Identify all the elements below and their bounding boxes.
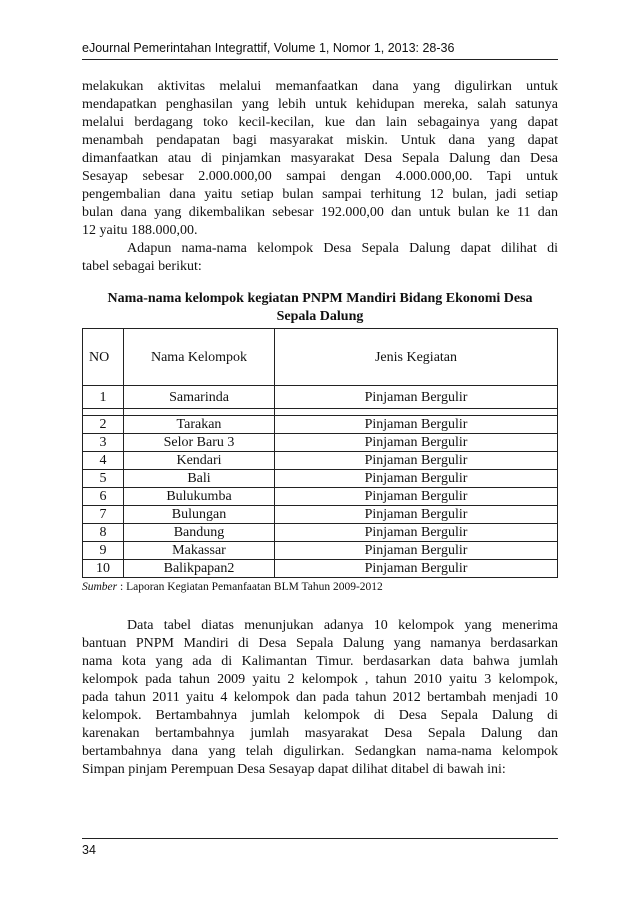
spacer-cell — [83, 409, 124, 416]
table-spacer-row — [83, 409, 558, 416]
cell-no: 9 — [83, 542, 124, 560]
cell-nama: Balikpapan2 — [124, 560, 275, 578]
spacer-cell — [275, 409, 558, 416]
cell-no: 2 — [83, 416, 124, 434]
cell-nama: Bulukumba — [124, 488, 275, 506]
cell-nama: Makassar — [124, 542, 275, 560]
cell-nama: Bandung — [124, 524, 275, 542]
paragraph-line: tabel sebagai berikut: — [82, 259, 202, 274]
table-header-row — [83, 329, 558, 386]
kelompok-table — [82, 328, 558, 578]
paragraph-line: menambah pendapatan bagi masyarakat miskin. Untuk dana yang dapat — [82, 133, 558, 148]
cell-no: 6 — [83, 488, 124, 506]
table-intro — [82, 240, 558, 276]
paragraph-line: melakukan aktivitas melalui memanfaatkan dana yang digulirkan untuk — [82, 79, 558, 94]
paragraph-line: mendapatkan penghasilan yang lebih untuk kehidupan mereka, salah satunya — [82, 97, 558, 112]
header-jenis-kegiatan: Jenis Kegiatan — [275, 329, 558, 386]
cell-jenis: Pinjaman Bergulir — [275, 452, 558, 470]
table-source-note — [82, 579, 558, 595]
cell-no: 7 — [83, 506, 124, 524]
table-row — [83, 416, 558, 434]
paragraph-line: Data tabel diatas menunjukan adanya 10 kelompok yang menerima — [127, 618, 558, 633]
source-label: Sumber — [82, 581, 118, 593]
cell-nama: Kendari — [124, 452, 275, 470]
cell-jenis: Pinjaman Bergulir — [275, 386, 558, 409]
cell-no: 8 — [83, 524, 124, 542]
header-no: NO — [83, 329, 124, 386]
paragraph-line: karenakan bertambahnya jumlah masyarakat Desa Sepala Dalung dan — [82, 726, 558, 741]
paragraph-line: dimanfaatkan atau di pinjamkan masyarakat Desa Sepala Dalung dan Desa — [82, 151, 558, 166]
table-row — [83, 542, 558, 560]
table-title-line: Sepala Dalung — [276, 309, 364, 324]
cell-no: 5 — [83, 470, 124, 488]
page-number: 34 — [82, 843, 96, 857]
table-row — [83, 386, 558, 409]
cell-no: 1 — [83, 386, 124, 409]
cell-nama: Tarakan — [124, 416, 275, 434]
cell-jenis: Pinjaman Bergulir — [275, 470, 558, 488]
header-nama-kelompok: Nama Kelompok — [124, 329, 275, 386]
cell-nama: Selor Baru 3 — [124, 434, 275, 452]
paragraph-line: bantuan PNPM Mandiri di Desa Sepala Dalung yang namanya berdasarkan — [82, 636, 558, 651]
paragraph-line: melalui berdagang toko kecil-kecilan, kue dan lain sebagainya yang dapat — [82, 115, 558, 130]
running-header: eJournal Pemerintahan Integrattif, Volume 1, Nomor 1, 2013: 28-36 — [82, 40, 558, 60]
spacer-cell — [124, 409, 275, 416]
cell-jenis: Pinjaman Bergulir — [275, 416, 558, 434]
paragraph-line: bulan dana yang dikembalikan sebesar 192.000,00 dan untuk bulan ke 11 dan — [82, 205, 558, 220]
paragraph-2 — [82, 617, 558, 779]
paragraph-line: nama kota yang ada di Kalimantan Timur. berdasarkan data bahwa jumlah — [82, 654, 558, 669]
table-title — [82, 290, 558, 326]
cell-no: 3 — [83, 434, 124, 452]
source-text: : Laporan Kegiatan Pemanfaatan BLM Tahun 2009-2012 — [117, 581, 383, 593]
page-body — [82, 78, 558, 779]
paragraph-line: kelompok. Bertambahnya jumlah kelompok di Desa Sepala Dalung di — [82, 708, 558, 723]
table-row — [83, 452, 558, 470]
cell-no: 10 — [83, 560, 124, 578]
cell-nama: Bulungan — [124, 506, 275, 524]
cell-jenis: Pinjaman Bergulir — [275, 560, 558, 578]
table-row — [83, 524, 558, 542]
table-row — [83, 470, 558, 488]
table-row — [83, 434, 558, 452]
cell-nama: Samarinda — [124, 386, 275, 409]
paragraph-line: bertambahnya dana yang telah digulirkan. Sedangkan nama-nama kelompok — [82, 744, 558, 759]
paragraph-line: 12 yaitu 188.000,00. — [82, 223, 198, 238]
paragraph-line: kelompok pada tahun 2009 yaitu 2 kelompok , tahun 2010 yaitu 3 kelompok, — [82, 672, 558, 687]
table-row — [83, 506, 558, 524]
paragraph-line: pengembalian dana yaitu setiap bulan sampai terhitung 12 bulan, jadi setiap — [82, 187, 558, 202]
paragraph-line: pada tahun 2011 yaitu 4 kelompok dan pada tahun 2012 bertambah menjadi 10 — [82, 690, 558, 705]
page-footer — [82, 838, 558, 857]
paragraph-line: Adapun nama-nama kelompok Desa Sepala Dalung dapat dilihat di — [127, 241, 558, 256]
table-row — [83, 560, 558, 578]
cell-jenis: Pinjaman Bergulir — [275, 488, 558, 506]
cell-nama: Bali — [124, 470, 275, 488]
paragraph-1 — [82, 78, 558, 240]
table-title-line: Nama-nama kelompok kegiatan PNPM Mandiri Bidang Ekonomi Desa — [107, 291, 533, 306]
cell-jenis: Pinjaman Bergulir — [275, 542, 558, 560]
paragraph-line: Sesayap sebesar 2.000.000,00 sampai dengan 4.000.000,00. Tapi untuk — [82, 169, 558, 184]
table-row — [83, 488, 558, 506]
cell-jenis: Pinjaman Bergulir — [275, 524, 558, 542]
cell-jenis: Pinjaman Bergulir — [275, 506, 558, 524]
cell-jenis: Pinjaman Bergulir — [275, 434, 558, 452]
cell-no: 4 — [83, 452, 124, 470]
paragraph-line: Simpan pinjam Perempuan Desa Sesayap dapat dilihat ditabel di bawah ini: — [82, 762, 506, 777]
